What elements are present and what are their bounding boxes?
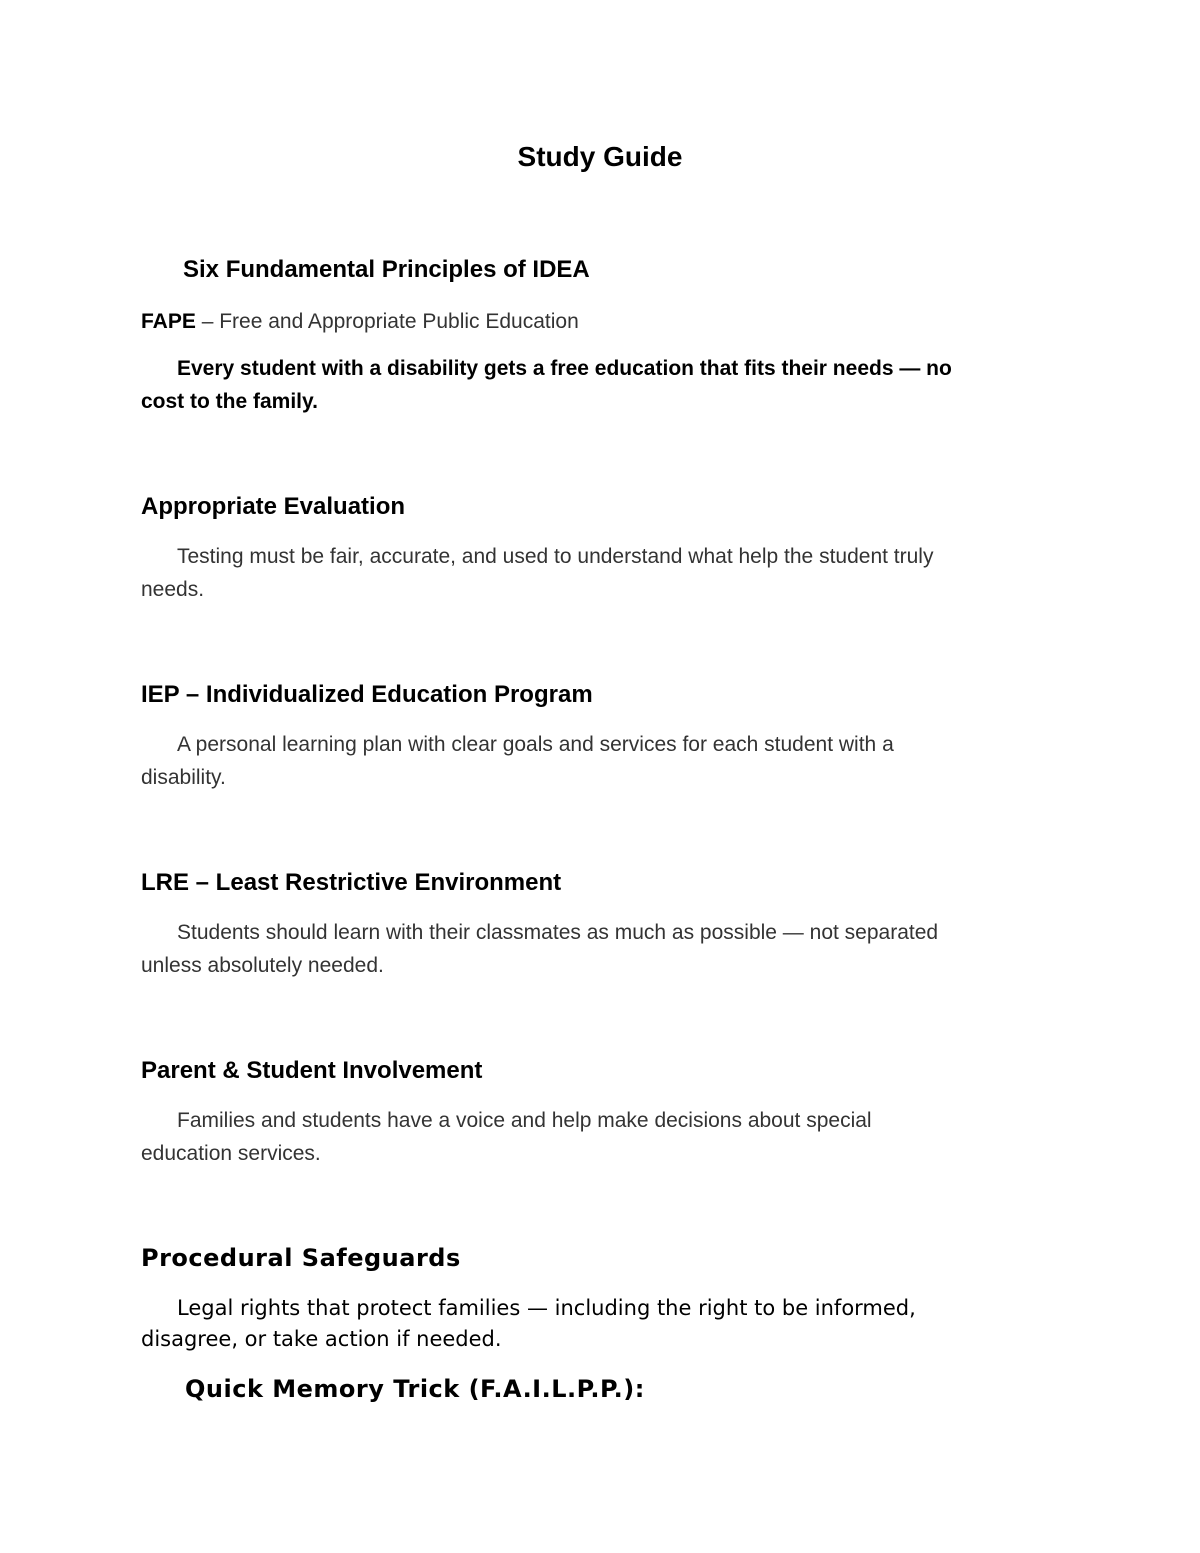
section-text-safeguards-line1: Legal rights that protect families — including the right to be informed, — [177, 1296, 916, 1320]
section-heading-iep: IEP – Individualized Education Program — [141, 681, 593, 708]
fape-description-line2: cost to the family. — [141, 390, 318, 413]
section-text-involvement-line1: Families and students have a voice and help make decisions about special — [177, 1109, 872, 1132]
memory-trick-heading: Quick Memory Trick (F.A.I.L.P.P.): — [185, 1375, 645, 1403]
section-text-involvement-line2: education services. — [141, 1142, 321, 1165]
principles-subtitle: Six Fundamental Principles of IDEA — [183, 256, 590, 283]
fape-description-line1: Every student with a disability gets a free education that fits their needs — no — [177, 357, 952, 380]
fape-acronym: FAPE — [141, 310, 196, 333]
section-heading-evaluation: Appropriate Evaluation — [141, 493, 406, 520]
section-text-lre-line2: unless absolutely needed. — [141, 954, 384, 977]
section-text-evaluation-line1: Testing must be fair, accurate, and used to understand what help the student truly — [177, 545, 934, 568]
section-heading-involvement: Parent & Student Involvement — [141, 1057, 483, 1084]
section-text-iep-line2: disability. — [141, 766, 226, 789]
fape-expansion: – Free and Appropriate Public Education — [195, 310, 579, 333]
section-text-lre-line1: Students should learn with their classmates as much as possible — not separated — [177, 921, 939, 944]
fape-definition — [141, 310, 579, 334]
section-text-iep-line1: A personal learning plan with clear goals and services for each student with a — [177, 733, 894, 756]
section-text-evaluation-line2: needs. — [141, 578, 205, 601]
section-heading-safeguards: Procedural Safeguards — [141, 1244, 461, 1272]
section-text-safeguards-line2: disagree, or take action if needed. — [141, 1327, 502, 1351]
section-heading-lre: LRE – Least Restrictive Environment — [141, 869, 562, 896]
page-title: Study Guide — [517, 141, 683, 172]
